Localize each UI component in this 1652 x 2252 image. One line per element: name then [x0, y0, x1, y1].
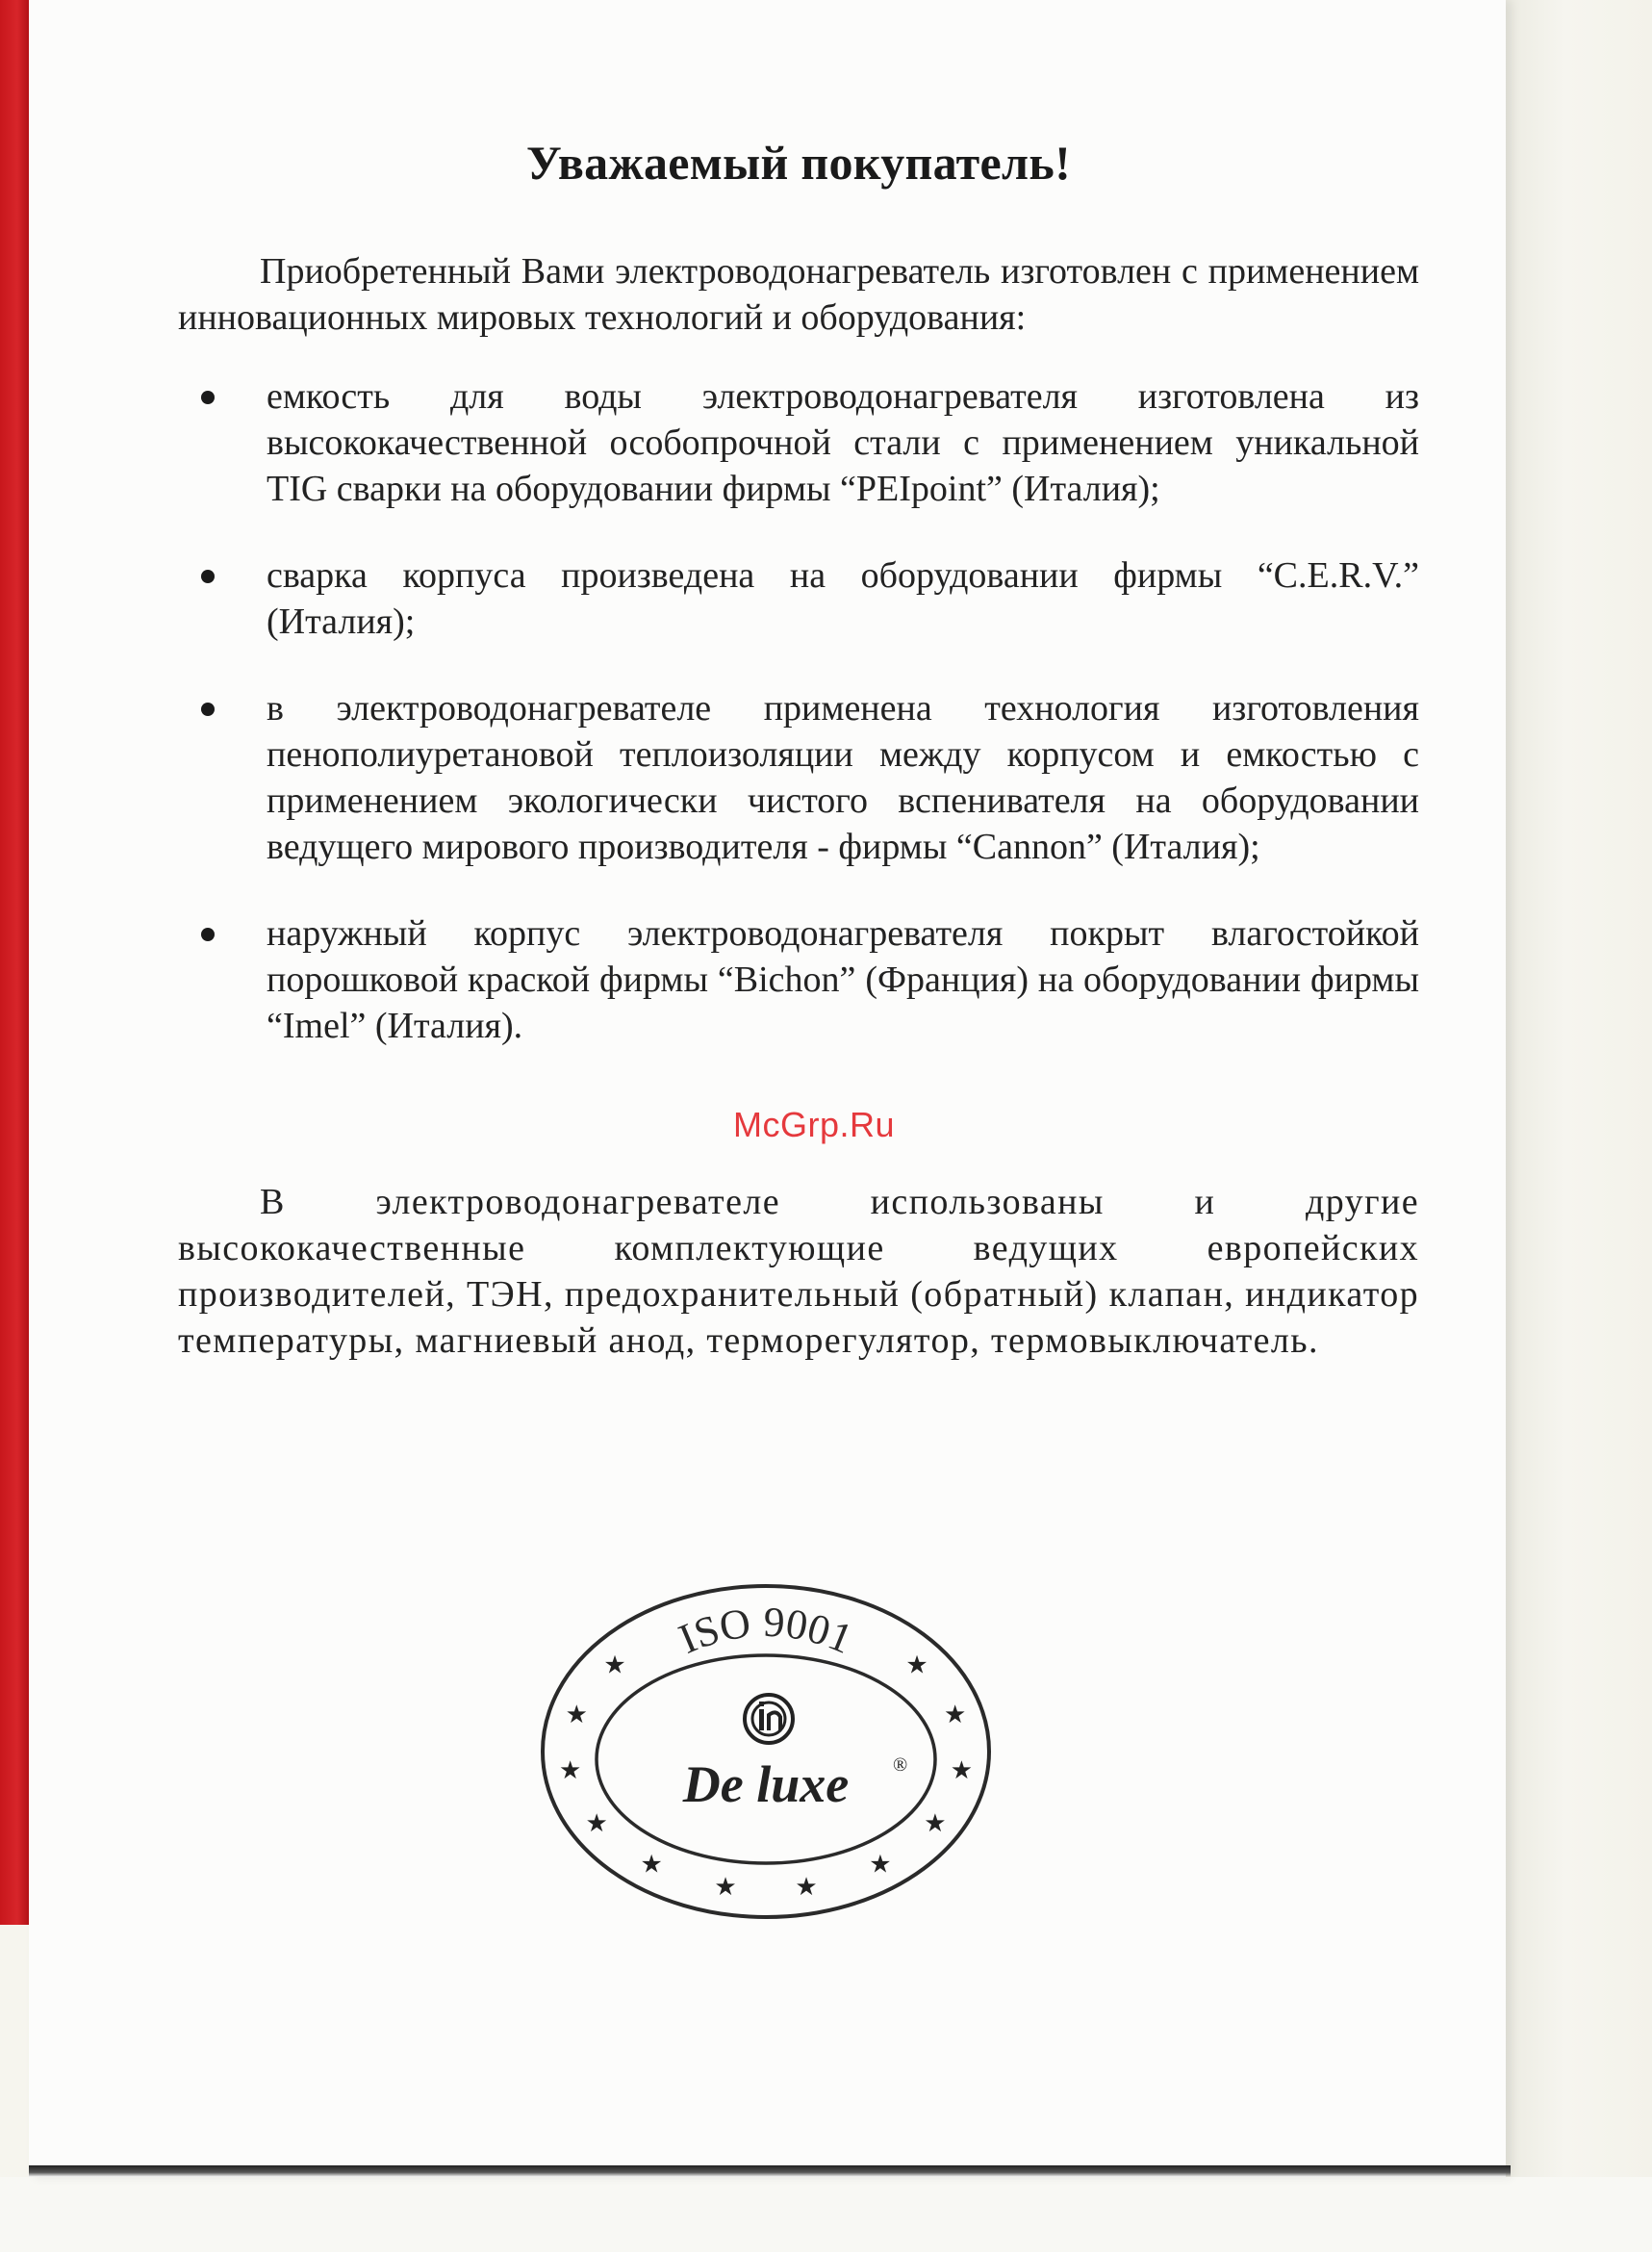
watermark-text: McGrp.Ru: [733, 1105, 896, 1144]
feature-text: в электроводонагревателе применена технология изготовления пенополиуретановой теплоизоляции между корпусом и емкостью с применением экологически чистого вспенивателя на оборудовании ведущего мирового производителя - фирмы “Cannon” (Италия);: [267, 688, 1419, 867]
star-icon: ★: [795, 1873, 818, 1902]
star-icon: ★: [944, 1701, 967, 1729]
feature-item: [178, 685, 1419, 870]
feature-text: сварка корпуса произведена на оборудовании фирмы “C.E.R.V.” (Италия);: [267, 555, 1419, 642]
registered-mark: ®: [893, 1754, 908, 1776]
feature-item: [178, 373, 1419, 512]
feature-item: [178, 910, 1419, 1049]
star-icon: ★: [640, 1850, 663, 1880]
bullet-icon: [201, 570, 215, 583]
intro-paragraph: Приобретенный Вами электроводонагреватель изготовлен с применением инновационных мировых технологий и оборудования:: [178, 251, 1419, 338]
star-icon: ★: [558, 1756, 582, 1785]
star-icon: ★: [565, 1701, 588, 1729]
feature-list: [178, 373, 1419, 1089]
booklet-spine: [0, 0, 29, 1925]
scan-background: [1506, 0, 1652, 2252]
iso-certification-label: ISO 9001: [672, 1598, 859, 1663]
feature-text: емкость для воды электроводонагревателя изготовлена из высококачественной особопрочной стали с применением уникальной TIG сварки на оборудовании фирмы “PEIpoint” (Италия);: [267, 376, 1419, 509]
star-icon: ★: [950, 1756, 974, 1785]
scan-background-bottom: [0, 2177, 1652, 2252]
brand-name: De luxe: [682, 1755, 850, 1813]
bullet-icon: [201, 928, 215, 941]
page-bottom-edge: [29, 2165, 1511, 2177]
star-icon: ★: [714, 1873, 737, 1902]
iso-deluxe-logo: [535, 1578, 997, 1925]
star-icon: ★: [585, 1808, 608, 1838]
star-icon: ★: [924, 1808, 947, 1838]
page-title: Уважаемый покупатель!: [525, 136, 1072, 190]
star-icon: ★: [905, 1651, 928, 1680]
feature-item: [178, 552, 1419, 645]
brand-emblem-icon: [745, 1695, 793, 1743]
logo-seal-icon: [535, 1578, 997, 1925]
feature-text: наружный корпус электроводонагревателя покрыт влагостойкой порошковой краской фирмы “Bichon” (Франция) на оборудовании фирмы “Imel” (Италия).: [267, 913, 1419, 1046]
bullet-icon: [201, 391, 215, 404]
star-icon: ★: [869, 1850, 892, 1880]
star-icon: ★: [603, 1651, 626, 1680]
closing-paragraph: В электроводонагревателе использованы и другие высококачественные комплектующие ведущих европейских производителей, ТЭН, предохранительный (обратный) клапан, индикатор температуры, магниевый анод, терморегулятор, термовыключатель.: [178, 1182, 1419, 1361]
bullet-icon: [201, 703, 215, 716]
